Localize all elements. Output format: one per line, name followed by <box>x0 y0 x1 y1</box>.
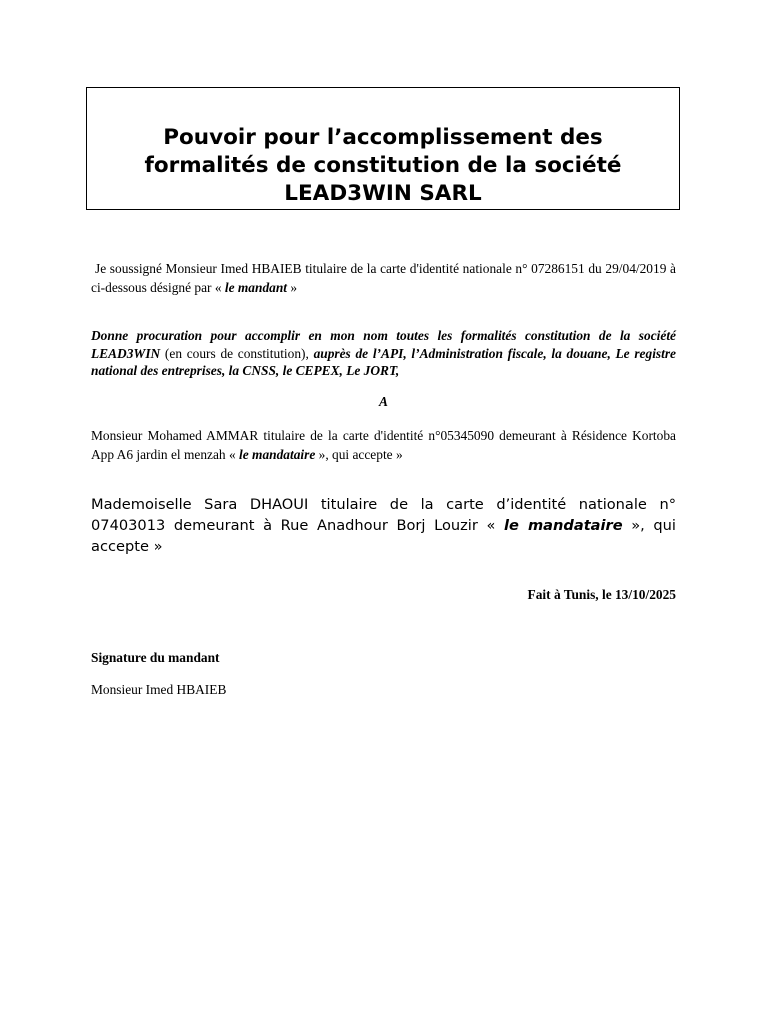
procuration-part-2: (en cours de constitution), <box>160 345 314 361</box>
mandataire-2-text: Mademoiselle Sara DHAOUI titulaire de la carte d’identité nationale n° 07403013 demeurant à Rue Anadhour Borj Louzir « <box>91 496 676 534</box>
mandataire-1-paragraph <box>91 426 676 464</box>
mandant-emphasis: le mandant <box>224 280 288 295</box>
procuration-part-3: auprès de l’API, l’Administration fiscale, la douane, Le registre national des entreprises, la CNSS, le CEPEX, Le JORT, <box>91 345 676 378</box>
title-box <box>86 87 680 210</box>
place-date: Fait à Tunis, le 13/10/2025 <box>527 587 676 602</box>
mandant-paragraph <box>91 259 676 297</box>
a-label: A <box>379 394 388 409</box>
mandataire-1-text: Monsieur Mohamed AMMAR titulaire de la carte d'identité n°05345090 demeurant à Résidence Kortoba App A6 jardin el menzah « <box>91 428 676 462</box>
signature-label: Signature du mandant <box>91 650 220 665</box>
mandant-text: Je soussigné Monsieur Imed HBAIEB titulaire de la carte d'identité nationale n° 07286151 du 29/04/2019 à ci-dessous désigné par « <box>91 261 676 295</box>
mandant-end: » <box>287 280 298 295</box>
mandataire-2-paragraph <box>91 494 676 557</box>
title-line-1: Pouvoir pour l’accomplissement des <box>163 125 603 150</box>
mandataire-2-end: », qui accepte » <box>91 517 676 555</box>
procuration-part-1: Donne procuration pour accomplir en mon nom toutes les formalités constitution de la société LEAD3WIN <box>91 328 676 361</box>
mandataire-1-end: », qui accepte » <box>315 447 403 462</box>
procuration-paragraph <box>91 327 676 380</box>
mandataire-2-emphasis: le mandataire <box>504 517 623 534</box>
mandataire-1-emphasis: le mandataire <box>239 447 316 462</box>
title-line-3: LEAD3WIN SARL <box>284 181 482 206</box>
signature-name: Monsieur Imed HBAIEB <box>91 682 227 697</box>
title-line-2: formalités de constitution de la société <box>144 153 622 178</box>
document-title <box>87 124 679 208</box>
